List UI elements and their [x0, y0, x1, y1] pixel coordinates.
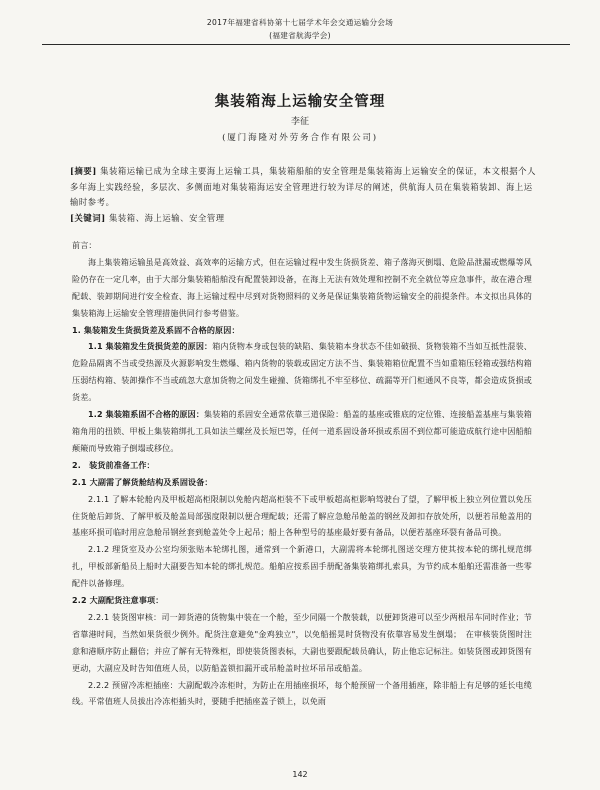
- subsection-heading: 2.1 大副需了解货舱结构及系固设备：: [72, 477, 213, 487]
- abstract-label: [摘要]: [70, 166, 97, 176]
- article-affiliation: (厦门海隆对外劳务合作有限公司): [222, 133, 378, 143]
- paragraph: [72, 339, 532, 407]
- abstract-text: 集装箱运输已成为全球主要海上运输工具，集装箱船舶的安全管理是集装箱海上运输安全的保证，本文根据个人多年海上实践经验，多层次、多侧面地对集装箱海运安全管理进行较为详尽的阐述，供航海人员在集装箱装卸、海上运输时参考。: [70, 166, 537, 207]
- paragraph-text: 箱内货物本身或包装的缺陷、集装箱本身状态不佳如破损、货物装箱不当如互抵性混装、危险品隔离不当或受热源及火源影响发生燃爆、箱内货物的装载或固定方法不当、集装箱箱位配置不当如重箱压轻箱或强结构箱压弱结构箱、装卸操作不当或疏忽大意加货物之间发生碰撞、货箱绑扎不牢至移位、疏漏等开门柜通风不良等，都会造成货损或货差。: [72, 342, 532, 403]
- paragraph-text: 集装箱的系固安全通常依靠三道保险：船盖的基座或锥底的定位锥、连接船盖基座与集装箱箱角用的扭锁、甲板上集装箱绑扎工具如法兰螺丝及长短巴等，任何一道系固设备环损或系固不到位都可能造成航行途中因船舶颠簸而导致箱子倒塌或移位。: [72, 410, 532, 453]
- article-body: [72, 238, 532, 711]
- paragraph: 2.2.2 预留冷冻柜插座：大副配载冷冻柜时，为防止在用插座损坏，每个舱预留一个备用插座，除非船上有足够的延长电缆线。平常值班人员拔出冷冻柜插头时，要随手把插座盖子锁上，以免雨: [72, 680, 532, 707]
- section-heading: 1. 集装箱发生货损货差及系固不合格的原因：: [72, 325, 240, 335]
- paragraph: 2.2.1 装货图审核：司一卸货港的货物集中装在一个舱，至少同隔一个散装载，以便卸货港可以至少两根吊车同时作业；节省靠港时间，当然如果货很少例外。配货注意避免"金鸡独立"，以免船摇晃时货物没有依靠容易发生倒塌； 在审核装货图时注意和港顺序防止翻倍；并应了解有无特殊柜，即使装货图表标，大副也要跟配载员确认，防止他忘记标注。如装货图或卸货图有更动，大副应及时告知值班人员，以防船盖锁扣漏开或吊舱盖时拉坏吊吊或船盖。: [72, 612, 532, 673]
- subsection-label: 1.2 集装箱系固不合格的原因：: [88, 410, 205, 420]
- subsection-label: 1.1 集装箱发生货损货差的原因：: [88, 342, 213, 352]
- page-number: 142: [292, 770, 308, 779]
- article-author: 李征: [290, 117, 309, 127]
- conference-header-line2: (福建省航海学会): [269, 31, 331, 40]
- abstract: [70, 164, 540, 211]
- keywords-text: 集装箱、海上运输、安全管理: [109, 213, 225, 223]
- header-rule: [42, 44, 570, 45]
- paragraph: 2.1.2 理货室及办公室均须张贴本轮绑扎图，通常到一个新港口，大副需将本轮绑扎图送交理方使其按本轮的绑扎规范绑扎，甲板部新船员上船时大副要告知本轮的绑扎规范。船舶应按系固手册配备集装箱绑扎索具，为节约成本船舶还需准备一些零配件以备修理。: [72, 545, 532, 589]
- preface-label: 前言：: [72, 241, 97, 250]
- conference-header-line1: 2017年福建省科协第十七届学术年会交通运输分会场: [206, 18, 394, 27]
- paragraph: 海上集装箱运输虽是高效益、高效率的运输方式，但在运输过程中发生货损货差、箱子落海灭倒塌、危险品泄漏或燃爆等风险仍存在一定几率，由于大部分集装箱船舶没有配置装卸设备，在海上无法有效处理和控制不充全就位等应急事件，故在港合理配载、装卸期间进行安全检查、海上运输过程中尽到对货物照料的义务是保证集装箱货物运输安全的前提条件。本文拟出具体的集装箱海上运输安全管理措施供同行参考借鉴。: [72, 257, 532, 318]
- paragraph: [72, 407, 532, 458]
- subsection-heading: 2.2 大副配货注意事项：: [72, 596, 164, 606]
- article-title: 集装箱海上运输安全管理: [214, 94, 386, 110]
- keywords: [70, 212, 540, 224]
- paragraph: 2.1.1 了解本轮舱内及甲板超高柜限制以免舱内超高柜装不下或甲板超高柜影响驾驶台了望，了解甲板上独立列位置以免压住货舱后卸货、了解甲板及舱盖局部强度限制以便合理配载；还需了解应急舱吊舱盖的钢丝及卸扣存放处所，以便若吊舱盖用的基座环损可临时用应急舱吊钢丝套到舱盖处令上起吊；船上各种型号的基座最好要有备品，以便若基座环裂有备品可换。: [72, 494, 532, 538]
- keywords-label: [关键词]: [70, 213, 106, 223]
- section-heading: 2. 装货前准备工作：: [72, 460, 155, 470]
